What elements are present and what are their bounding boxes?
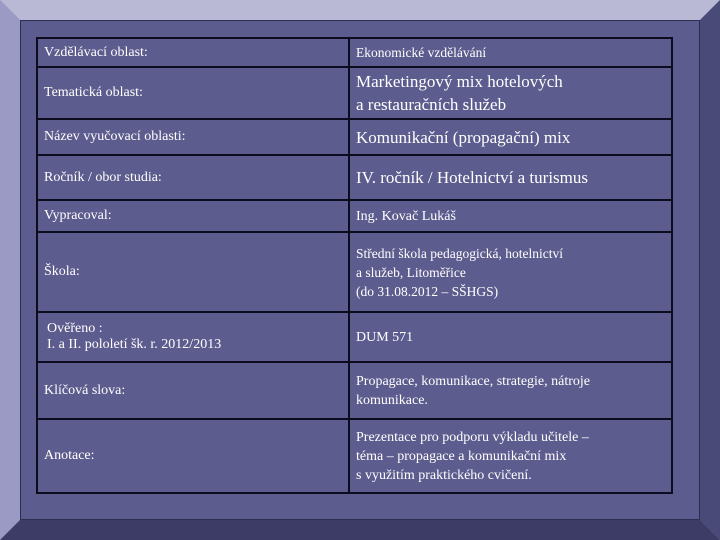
table-row-author (37, 200, 672, 232)
frame-bevel-top (0, 0, 720, 20)
value-subject: Komunikační (propagační) mix (349, 119, 672, 155)
value-annotation (349, 419, 672, 493)
value-topic (349, 67, 672, 119)
table-row-grade (37, 155, 672, 200)
value-keywords-line-2: komunikace. (356, 392, 428, 408)
label-grade: Ročník / obor studia: (37, 155, 349, 200)
label-area: Vzdělávací oblast: (37, 38, 349, 67)
label-annotation: Anotace: (37, 419, 349, 493)
value-annotation-line-2: téma – propagace a komunikační mix (356, 448, 567, 464)
value-annotation-line-3: s využitím praktického cvičení. (356, 467, 532, 483)
frame-bevel-right (700, 0, 720, 540)
table-row-topic (37, 67, 672, 119)
value-topic-line-1: Marketingový mix hotelových (356, 72, 563, 91)
table-row-keywords (37, 362, 672, 419)
value-school (349, 232, 672, 312)
label-verified (37, 312, 349, 362)
metadata-table (36, 37, 673, 494)
table-row-annotation (37, 419, 672, 493)
value-keywords (349, 362, 672, 419)
table-row-school (37, 232, 672, 312)
frame-bevel-bottom (0, 520, 720, 540)
label-author: Vypracoval: (37, 200, 349, 232)
label-subject: Název vyučovací oblasti: (37, 119, 349, 155)
label-keywords: Klíčová slova: (37, 362, 349, 419)
value-grade: IV. ročník / Hotelnictví a turismus (349, 155, 672, 200)
table-row-verified (37, 312, 672, 362)
value-school-line-1: Střední škola pedagogická, hotelnictví (356, 245, 563, 261)
value-school-line-3: (do 31.08.2012 – SŠHGS) (356, 283, 499, 299)
value-annotation-line-1: Prezentace pro podporu výkladu učitele – (356, 429, 589, 445)
label-topic: Tematická oblast: (37, 67, 349, 119)
table-row-subject (37, 119, 672, 155)
value-school-line-2: a služeb, Litoměřice (356, 264, 466, 280)
value-verified: DUM 571 (349, 312, 672, 362)
value-topic-line-2: a restauračních služeb (356, 95, 507, 114)
label-verified-line-2: I. a II. pololetí šk. r. 2012/2013 (47, 337, 222, 352)
label-verified-line-1: Ověřeno : (47, 321, 103, 336)
table-row-area (37, 38, 672, 67)
frame-bevel-left (0, 0, 20, 540)
value-author: Ing. Kovač Lukáš (349, 200, 672, 232)
label-school: Škola: (37, 232, 349, 312)
value-keywords-line-1: Propagace, komunikace, strategie, nátroje (356, 373, 591, 389)
value-area: Ekonomické vzdělávání (349, 38, 672, 67)
